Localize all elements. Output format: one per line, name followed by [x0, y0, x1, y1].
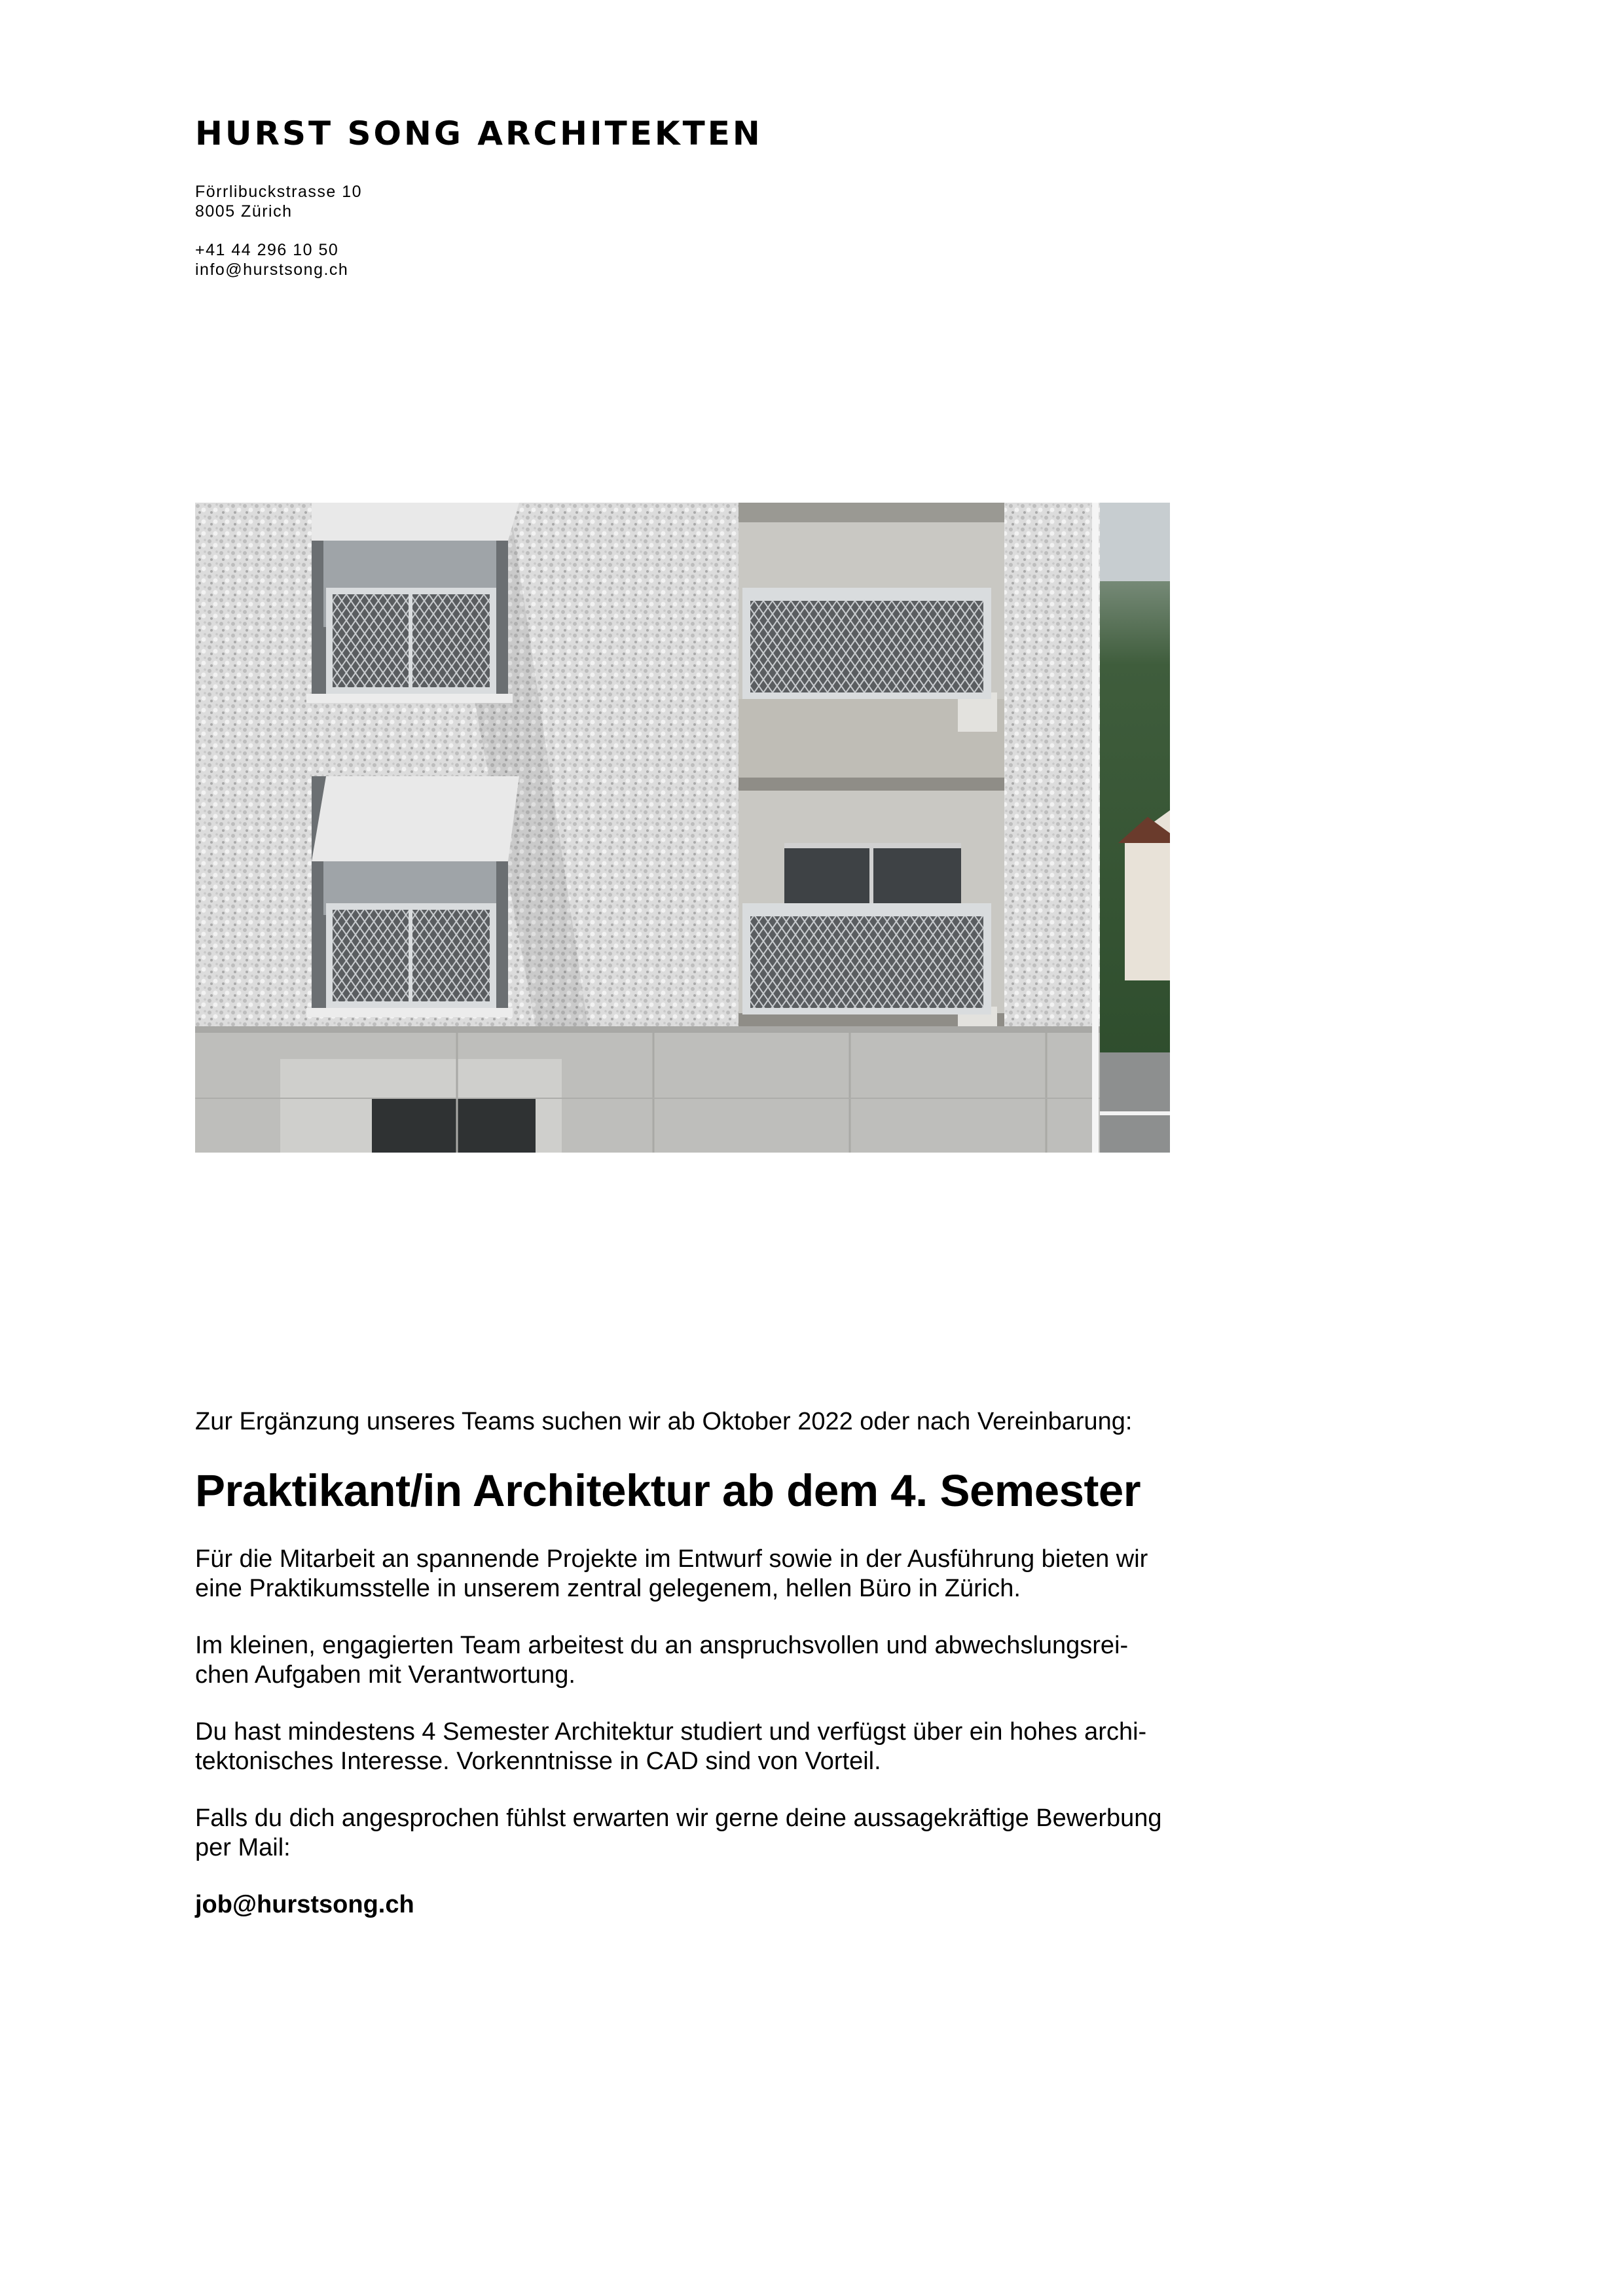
paragraph-line: Im kleinen, engagierten Team arbeitest du an anspruchsvollen und abwechslungsrei- — [195, 1632, 1129, 1659]
building-photo — [195, 503, 1170, 1153]
application-email[interactable]: job@hurstsong.ch — [195, 1891, 414, 1918]
street-address: Förrlibuckstrasse 10 — [195, 183, 363, 201]
address-block — [195, 182, 362, 221]
city-address: 8005 Zürich — [195, 202, 293, 221]
paragraph-4 — [195, 1804, 1190, 1863]
contact-email: info@hurstsong.ch — [195, 260, 349, 279]
paragraph-line: eine Praktikumsstelle in unserem zentral gelegenem, hellen Büro in Zürich. — [195, 1575, 1021, 1602]
paragraph-3 — [195, 1717, 1190, 1776]
firm-name: HURST SONG ARCHITEKTEN — [195, 115, 763, 152]
paragraph-line: Falls du dich angesprochen fühlst erwarten wir gerne deine aussagekräftige Bewerbung — [195, 1804, 1162, 1832]
phone-number: +41 44 296 10 50 — [195, 241, 339, 259]
paragraph-line: tektonisches Interesse. Vorkenntnisse in CAD sind von Vorteil. — [195, 1748, 881, 1775]
paragraph-line: per Mail: — [195, 1834, 291, 1861]
paragraph-line: chen Aufgaben mit Verantwortung. — [195, 1661, 575, 1689]
paragraph-1 — [195, 1545, 1190, 1604]
contact-block — [195, 240, 348, 279]
paragraph-line: Du hast mindestens 4 Semester Architektur studiert und verfügst über ein hohes archi- — [195, 1718, 1147, 1746]
paragraph-2 — [195, 1631, 1190, 1690]
intro-text: Zur Ergänzung unseres Teams suchen wir ab Oktober 2022 oder nach Vereinbarung: — [195, 1408, 1133, 1435]
job-title: Praktikant/in Architektur ab dem 4. Semester — [195, 1465, 1141, 1516]
paragraph-line: Für die Mitarbeit an spannende Projekte im Entwurf sowie in der Ausführung bieten wir — [195, 1545, 1148, 1573]
